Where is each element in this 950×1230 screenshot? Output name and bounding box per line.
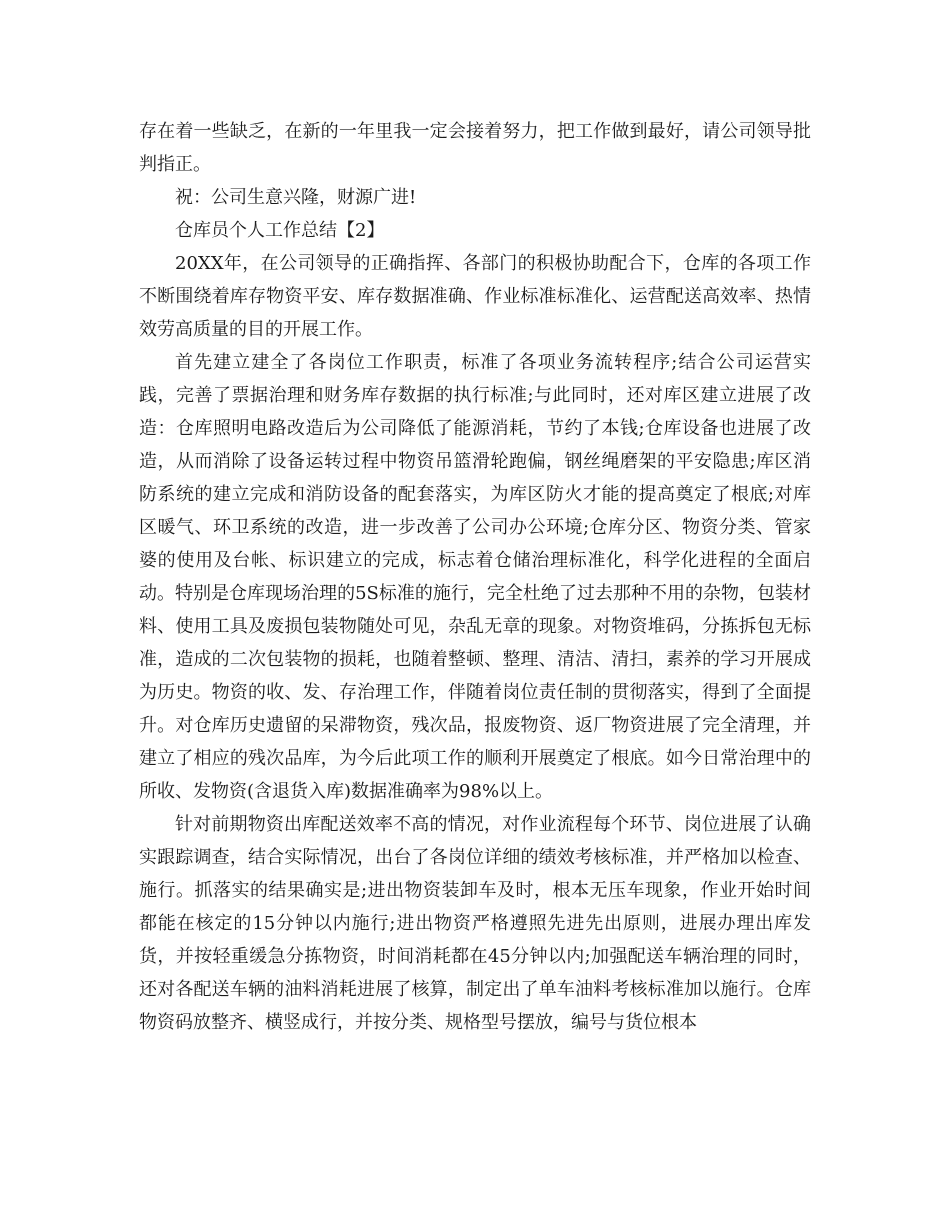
section-heading: 仓库员个人工作总结【2】 [175, 220, 385, 241]
paragraph-intro: 20XX年，在公司领导的正确指挥、各部门的积极协助配合下，仓库的各项工作不断围绕着库存物资平安、库存数据准确、作业标准标准化、运营配送高效率、热情效劳高质量的目的开展工作。 [139, 253, 811, 340]
paragraph-improvements: 首先建立建全了各岗位工作职责，标准了各项业务流转程序;结合公司运营实践，完善了票据治理和财务库存数据的执行标准;与此同时，还对库区建立进展了改造：仓库照明电路改造后为公司降低了能源消耗，节约了本钱;仓库设备也进展了改造，从而消除了设备运转过程中物资吊篮滑轮跑偏，钢丝绳磨架的平安隐患;库区消防系统的建立完成和消防设备的配套落实，为库区防火才能的提高奠定了根底;对库区暖气、环卫系统的改造，进一步改善了公司办公环境;仓库分区、物资分类、管家婆的使用及台帐、标识建立的完成，标志着仓储治理标准化，科学化进程的全面启动。特别是仓库现场治理的5S标准的施行，完全杜绝了过去那种不用的杂物，包装材料、使用工具及废损包装物随处可见，杂乱无章的现象。对物资堆码，分拣拆包无标准，造成的二次包装物的损耗，也随着整顿、整理、清洁、清扫，素养的学习开展成为历史。物资的收、发、存治理工作，伴随着岗位责任制的贯彻落实，得到了全面提升。对仓库历史遗留的呆滞物资，残次品，报废物资、返厂物资进展了完全清理，并建立了相应的残次品库，为今后此项工作的顺利开展奠定了根底。如今日常治理中的所收、发物资(含退货入库)数据准确率为98%以上。 [139, 352, 811, 802]
paragraph-closing-remark: 存在着一些缺乏，在新的一年里我一定会接着努力，把工作做到最好，请公司领导批判指正。 [139, 121, 811, 175]
paragraph-efficiency: 针对前期物资出库配送效率不高的情况，对作业流程每个环节、岗位进展了认确实跟踪调查，结合实际情况，出台了各岗位详细的绩效考核标准，并严格加以检查、施行。抓落实的结果确实是;进出物资装卸车及时，根本无压车现象，作业开始时间都能在核定的15分钟以内施行;进出物资严格遵照先进先出原则，进展办理出库发货，并按轻重缓急分拣物资，时间消耗都在45分钟以内;加强配送车辆治理的同时，还对各配送车辆的油料消耗进展了核算，制定出了单车油料考核标准加以施行。仓库物资码放整齐、横竖成行，并按分类、规格型号摆放，编号与货位根本 [139, 814, 811, 1033]
paragraph-blessing: 祝：公司生意兴隆，财源广进! [175, 187, 417, 208]
document-body [139, 115, 811, 1039]
